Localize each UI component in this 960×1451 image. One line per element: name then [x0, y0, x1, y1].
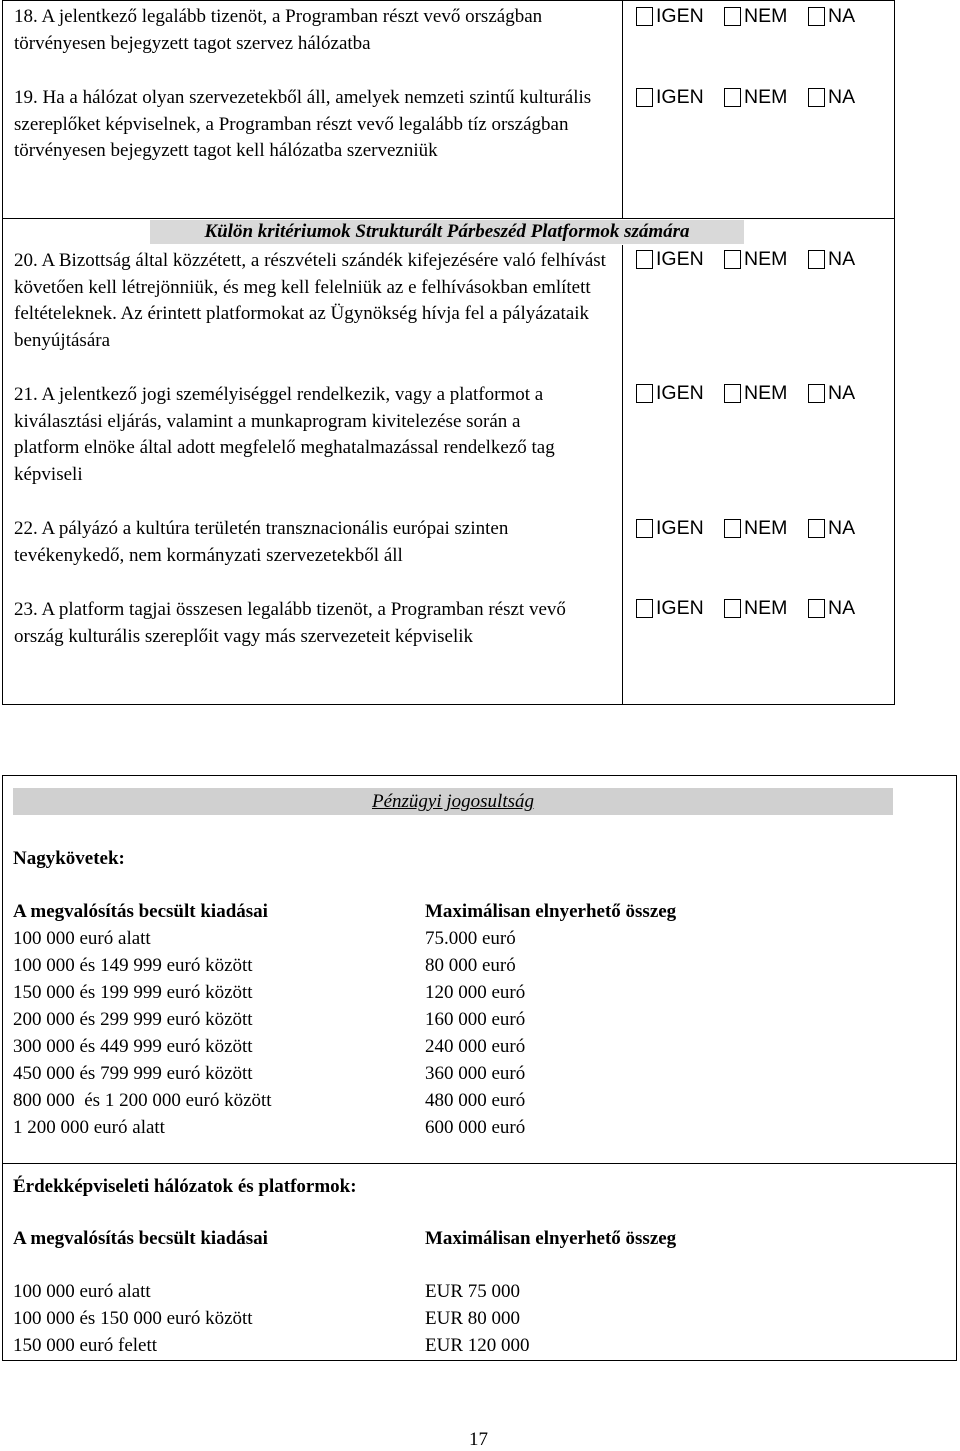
checkbox-igen[interactable] — [636, 599, 653, 618]
checkbox-na[interactable] — [808, 7, 825, 26]
finance-title — [13, 788, 893, 815]
ambassadors-row-amount: 80 000 euró — [425, 955, 516, 976]
networks-row-range: 100 000 euró alatt — [13, 1281, 151, 1302]
finance-border-top — [2, 775, 957, 776]
networks-row-range: 100 000 és 150 000 euró között — [13, 1308, 253, 1329]
ambassadors-row-range: 450 000 és 799 999 euró között — [13, 1063, 253, 1084]
table-column-divider-1 — [622, 0, 623, 218]
ambassadors-row-amount: 360 000 euró — [425, 1063, 526, 1084]
checkbox-nem[interactable] — [724, 7, 741, 26]
finance-border-left — [2, 775, 3, 1361]
checkbox-na[interactable] — [808, 519, 825, 538]
checkbox-nem[interactable] — [724, 250, 741, 269]
ambassadors-row-amount: 480 000 euró — [425, 1090, 526, 1111]
networks-heading: Érdekképviseleti hálózatok és platformok: — [13, 1176, 357, 1197]
ambassadors-col1-header: A megvalósítás becsült kiadásai — [13, 901, 268, 922]
question-18: 18. A jelentkező legalább tizenöt, a Programban részt vevő országban törvényesen bejegyzett tagot szervez hálózatba — [14, 6, 543, 54]
checkbox-na[interactable] — [808, 384, 825, 403]
finance-border-right — [956, 775, 957, 1361]
ambassadors-row-range: 200 000 és 299 999 euró között — [13, 1009, 253, 1030]
ambassadors-row-range: 150 000 és 199 999 euró között — [13, 982, 253, 1003]
checkbox-igen[interactable] — [636, 7, 653, 26]
networks-col2-header: Maximálisan elnyerhető összeg — [425, 1228, 677, 1249]
question-23: 23. A platform tagjai összesen legalább tizenöt, a Programban részt vevő ország kulturális szereplőit vagy más szervezeteit képviselik — [14, 599, 566, 647]
ambassadors-row-range: 800 000 és 1 200 000 euró között — [13, 1090, 272, 1111]
ambassadors-row-amount: 160 000 euró — [425, 1009, 526, 1030]
checkbox-nem[interactable] — [724, 384, 741, 403]
checkbox-na[interactable] — [808, 250, 825, 269]
networks-col1-header: A megvalósítás becsült kiadásai — [13, 1228, 268, 1249]
table-border-bottom — [2, 704, 895, 705]
checkbox-igen[interactable] — [636, 88, 653, 107]
checkbox-igen[interactable] — [636, 519, 653, 538]
table-border-left — [2, 0, 3, 705]
ambassadors-heading: Nagykövetek: — [13, 848, 125, 869]
page-number: 17 — [469, 1429, 488, 1450]
ambassadors-row-amount: 75.000 euró — [425, 928, 516, 949]
checkbox-igen[interactable] — [636, 250, 653, 269]
checkbox-igen[interactable] — [636, 384, 653, 403]
question-22: 22. A pályázó a kultúra területén transznacionális európai szinten tevékenykedő, nem kormányzati szervezetekből áll — [14, 518, 509, 566]
table-column-divider-2 — [622, 245, 623, 705]
checkbox-nem[interactable] — [724, 519, 741, 538]
ambassadors-col2-header: Maximálisan elnyerhető összeg — [425, 901, 677, 922]
finance-border-bottom — [2, 1360, 957, 1361]
networks-row-amount: EUR 80 000 — [425, 1308, 520, 1329]
table-border-top — [2, 0, 895, 1]
checkbox-na[interactable] — [808, 88, 825, 107]
ambassadors-row-amount: 240 000 euró — [425, 1036, 526, 1057]
ambassadors-row-range: 100 000 és 149 999 euró között — [13, 955, 253, 976]
checkbox-nem[interactable] — [724, 88, 741, 107]
ambassadors-row-range: 1 200 000 euró alatt — [13, 1117, 165, 1138]
networks-row-amount: EUR 75 000 — [425, 1281, 520, 1302]
networks-row-range: 150 000 euró felett — [13, 1335, 158, 1356]
networks-row-amount: EUR 120 000 — [425, 1335, 530, 1356]
ambassadors-row-range: 300 000 és 449 999 euró között — [13, 1036, 253, 1057]
table-row-divider — [2, 218, 895, 219]
ambassadors-row-range: 100 000 euró alatt — [13, 928, 151, 949]
question-20: 20. A Bizottság által közzétett, a részvételi szándék kifejezésére való felhívást követően kell létrejönniük, és meg kell felelniük az e felhívásokban említett feltételeknek. Az érintett platformokat az Ügynökség hívja fel a pályázataik benyújtására — [14, 250, 606, 351]
checkbox-nem[interactable] — [724, 599, 741, 618]
finance-section-divider — [2, 1163, 957, 1164]
question-21: 21. A jelentkező jogi személyiséggel rendelkezik, vagy a platformot a kiválasztási eljárás, valamint a munkaprogram kivitelezése során a platform elnöke által adott megfelelő meghatalmazással rendelkező tag képviseli — [14, 384, 555, 485]
table-border-right — [894, 0, 895, 705]
checkbox-na[interactable] — [808, 599, 825, 618]
question-19: 19. Ha a hálózat olyan szervezetekből áll, amelyek nemzeti szintű kulturális szereplőket képviselnek, a Programban részt vevő legalább tíz országban törvényesen bejegyzett tagot kell hálózatba szervezniük — [14, 87, 592, 161]
ambassadors-row-amount: 120 000 euró — [425, 982, 526, 1003]
ambassadors-row-amount: 600 000 euró — [425, 1117, 526, 1138]
section-header-platforms: Külön kritériumok Strukturált Párbeszéd Platformok számára — [150, 220, 744, 244]
finance-title-text: Pénzügyi jogosultság — [371, 791, 535, 812]
